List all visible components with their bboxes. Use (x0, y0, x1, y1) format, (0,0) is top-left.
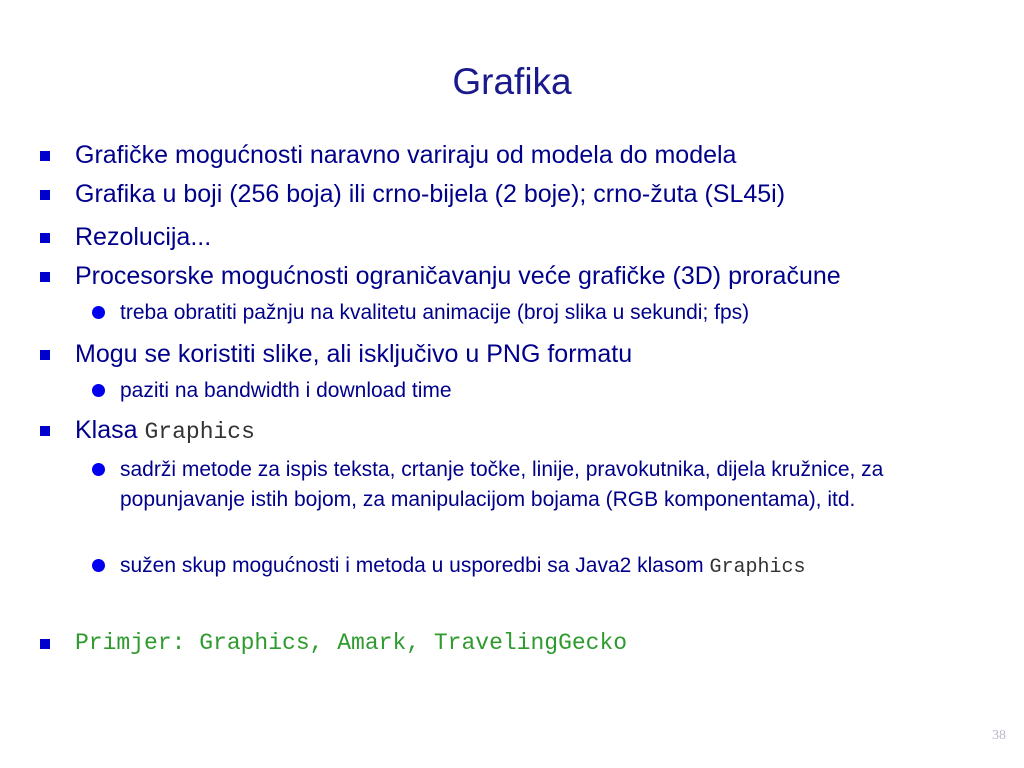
round-bullet-icon (92, 384, 105, 397)
sub-bullet-text: sadrži metode za ispis teksta, crtanje točke, linije, pravokutnika, dijela kružnice, za popunjavanje istih bojom, za manipulacijom bojama (RGB komponentama), itd. (120, 458, 884, 511)
square-bullet-icon (40, 639, 50, 649)
round-bullet-icon (92, 306, 105, 319)
sub-bullet-text: treba obratiti pažnju na kvalitetu animacije (broj slika u sekundi; fps) (120, 301, 750, 324)
sub-bullet-text: paziti na bandwidth i download time (120, 379, 452, 402)
bullet-text: Rezolucija... (75, 223, 212, 251)
round-bullet-icon (92, 559, 105, 572)
bullet-text: Klasa (75, 416, 145, 444)
bullet-text: Procesorske mogućnosti ograničavanju veće grafičke (3D) proračune (75, 262, 841, 290)
code-graphics: Graphics (709, 556, 806, 579)
slide-title: Grafika (452, 61, 572, 102)
bullet-text-with-code (75, 414, 255, 448)
example-text: Primjer: Graphics, Amark, TravelingGecko (75, 630, 628, 656)
square-bullet-icon (40, 272, 50, 282)
square-bullet-icon (40, 190, 50, 200)
sub-bullet-text-with-code (120, 551, 806, 583)
bullet-text: Mogu se koristiti slike, ali isključivo u PNG formatu (75, 340, 633, 368)
square-bullet-icon (40, 151, 50, 161)
code-graphics: Graphics (144, 419, 255, 445)
square-bullet-icon (40, 350, 50, 360)
bullet-text: Grafika u boji (256 boja) ili crno-bijela (2 boje); crno-žuta (SL45i) (75, 180, 786, 208)
square-bullet-icon (40, 233, 50, 243)
sub-bullet-text: sužen skup mogućnosti i metoda u usporedbi sa Java2 klasom (120, 554, 710, 577)
page-number: 38 (992, 728, 1006, 743)
bullet-text: Grafičke mogućnosti naravno variraju od modela do modela (75, 141, 737, 169)
round-bullet-icon (92, 463, 105, 476)
square-bullet-icon (40, 426, 50, 436)
